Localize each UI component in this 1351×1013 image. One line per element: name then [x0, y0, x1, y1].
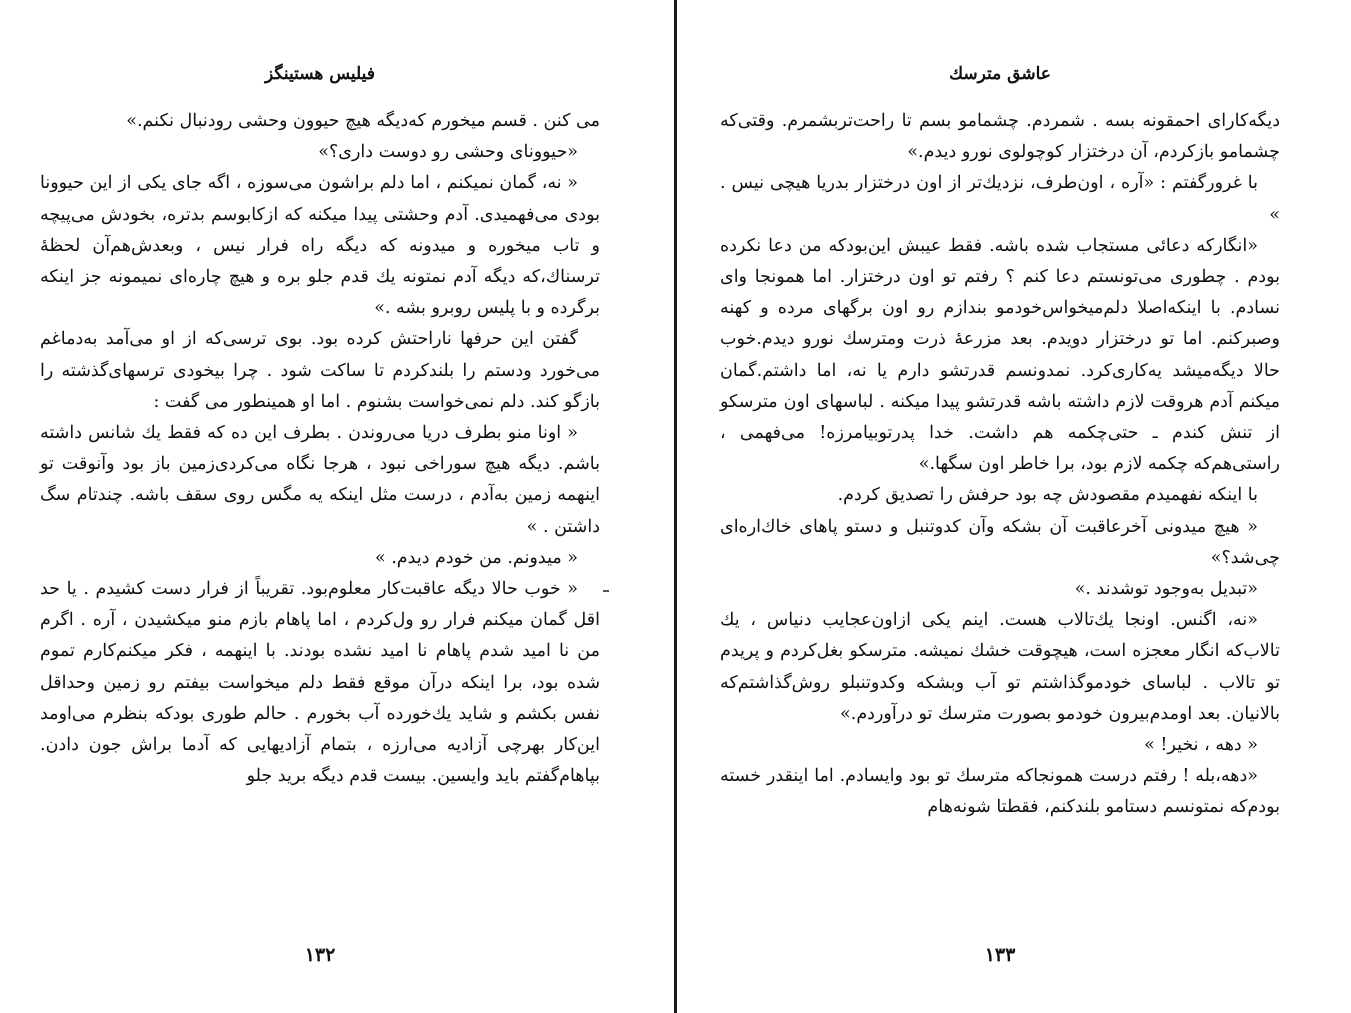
paragraph: « میدونم. من خودم دیدم. » [374, 547, 578, 568]
left-page [40, 0, 600, 1013]
paragraph: « نه، گمان نمیکنم ، اما دلم براشون می‌سوزه ، اگه جای یکی از این حیوونا بودی می‌فهمیدی. آدم وحشتی پیدا میکنه که ازکابوسم بدتره، بخودش می‌پیچه و تاب میخوره و میدونه که دیگه راه فرار نیس ، وبعدش‌هم‌آن لحظهٔ ترسناك،که دیگه آدم نمتونه یك قدم جلو بره و هیچ چاره‌ای نمیمونه جز اینکه برگرده و با پلیس روبرو بشه .» [40, 173, 600, 319]
paragraph: با غرورگفتم : «آره ، اون‌طرف، نزدیك‌تر از اون درختزار بدریا هیچی نیس . » [720, 173, 1280, 225]
paragraph: گفتن این حرفها ناراحتش کرده بود. بوی ترسی‌که از او می‌آمد به‌دماغم می‌خورد ودستم را بلندکردم تا ساکت شود . چرا بیخودی ترسهای‌گذشته را بازگو کند. دلم نمی‌خواست بشنوم . اما او همینطور می گفت : [40, 329, 600, 412]
right-page-body [720, 106, 1280, 824]
paragraph: «دهه،بله ! رفتم درست همونجاکه مترسك تو بود وایسادم. اما اینقدر خسته بودم‌که نمتونسم دستامو بلندکنم، فقطتا شونه‌هام [720, 766, 1280, 818]
paragraph: «حیووناى وحشى رو دوست دارى؟» [318, 142, 578, 163]
paragraph: « هیچ میدونی آخرعاقبت آن بشکه وآن کدوتنبل و دستو پاهای خاك‌اره‌ای چی‌شد؟» [720, 516, 1280, 568]
paragraph: با اینکه نفهمیدم مقصودش چه بود حرفش را تصدیق کردم. [837, 485, 1258, 506]
paragraph: دیگه‌کارای احمقونه بسه . شمردم. چشمامو بسم تا راحت‌تربشمرم. وقتی‌که چشمامو بازکردم، آن درختزار کوچولوی نورو دیدم.» [720, 111, 1280, 163]
margin-mark [603, 590, 609, 592]
paragraph: «انگارکه دعائی مستجاب شده باشه. فقط عیبش این‌بودکه من دعا نکرده بودم . چطوری می‌تونستم دعا کنم ؟ رفتم تو اون درختزار. اما همونجا وای نسادم. با اینکه‌اصلا دلم‌میخواس‌خودمو بندازم رو اون برگهای مرده و کهنه وصبرکنم. اما تو درختزار دویدم. بعد مزرعهٔ ذرت ومترسك نورو دیدم.خوب حالا دیگه‌میشد یه‌کاری‌کرد. نمدونسم قدرتشو دارم یا نه، اما داشتم.گمان میکنم آدم هروقت لازم داشته باشه قدرتشو پیدا میکنه . لباسهای اون مترسکو از تنش کندم ـ حتی‌چکمه هم داشت. خدا پدرتوبیامرزه! می‌فهمی ، راستی‌هم‌که چکمه لازم بود، برا خاطر اون سگها.» [720, 235, 1280, 475]
running-header-right: عاشق مترسك [949, 64, 1051, 84]
book-gutter-divider [674, 0, 677, 1013]
paragraph: «تبدیل به‌وجود توشدند .» [1074, 579, 1258, 600]
paragraph: می کنن . قسم میخورم کەدیگه هیچ حیوون وحشی رودنبال نکنم.» [126, 111, 600, 131]
paragraph: « دهه ، نخیر! » [1144, 735, 1258, 756]
page-number-left: ۱۳۲ [304, 944, 336, 966]
right-page [720, 0, 1280, 1013]
paragraph: « اونا منو بطرف دریا می‌روندن . بطرف این ده که فقط یك شانس داشته باشم. دیگه هیچ سوراخی نبود ، هرجا نگاه می‌کردی‌زمین باز بود وآنوقت تو اینهمه زمین به‌آدم ، درست مثل اینکه یه مگس روی سقف باشه. چندتام سگ داشتن . » [40, 423, 600, 537]
paragraph: «نه، اگنس. اونجا یك‌تالاب هست. اینم یکی ازاون‌عجایب دنیاس ، یك تالاب‌که انگار معجزه است، هیچوقت خشك نمیشه. مترسکو بغل‌کردم و پریدم تو تالاب . لباسای خودموگذاشتم تو آب وبشکه وکدوتنبلو روش‌گذاشتم‌که بالانیان. بعد اومدم‌بیرون خودمو بصورت مترسك تو درآوردم.» [720, 610, 1280, 724]
paragraph: « خوب حالا دیگه عاقبت‌کار معلوم‌بود. تقریباً از فرار دست کشیدم . یا حد اقل گمان میکنم فرار رو ول‌کردم ، اما پاهام بازم منو میکشیدن ، آره . اگرم من نا امید شدم پاهام نا امید نشده بودند. با اینهمه ، فکر میکنم‌کارم تموم شده بود، برا اینکه درآن موقع فقط دلم میخواست بیفتم رو زمین وحداقل نفس بکشم و شاید یك‌خورده آب بخورم . حالم طوری بودکه بنظرم می‌اومد این‌کار بهرچی آزادیه می‌ارزه ، بتمام آزادیهایی که آدما براش جون دادن. بپاهام‌گفتم باید وایسین. بیست قدم دیگه برید جلو [40, 579, 600, 787]
page-number-right: ۱۳۳ [984, 944, 1016, 966]
running-header-left: فیلیس هستینگز [265, 64, 375, 84]
left-page-body [40, 106, 600, 792]
